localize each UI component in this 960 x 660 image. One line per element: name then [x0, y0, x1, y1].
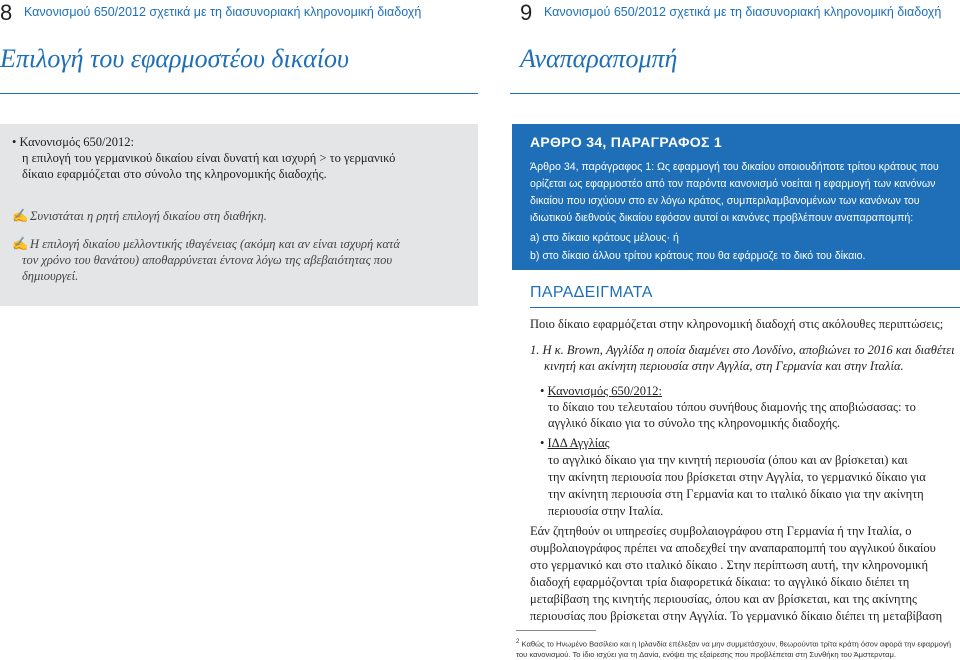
bullet-regulation [540, 383, 662, 400]
paragraph-line: Εάν ζητηθούν οι υπηρεσίες συμβολαιογράφου στη Γερμανία ή την Ιταλία, ο [530, 524, 912, 538]
examples-heading: ΠΑΡΑΔΕΙΓΜΑΤΑ [530, 284, 653, 301]
paragraph-line: συμβολαιογράφος πρέπει να αποδεχθεί την αναπαραπομπή του αγγλικού δικαίου [530, 541, 936, 555]
examples-question: Ποιο δίκαιο εφαρμόζεται στην κληρονομική διαδοχή στις ακόλουθες περιπτώσεις; [530, 317, 944, 331]
bullet-dot: • [540, 384, 548, 398]
bullet-line: το αγγλικό δίκαιο για την κινητή περιουσία (όπου και αν βρίσκεται) και [548, 453, 908, 467]
footnote-divider [516, 630, 596, 631]
bullet-line: το δίκαιο του τελευταίου τόπου συνήθους διαμονής της αποβιώσασας: το [548, 400, 916, 414]
case-text: κινητή και ακίνητη περιουσία στην Αγγλία, στη Γερμανία και στην Ιταλία. [544, 359, 904, 373]
case-text: 1. Η κ. Brown, Αγγλίδα η οποία διαμένει στο Λονδίνο, αποβιώνει το 2016 και διαθέτει [530, 343, 955, 357]
paragraph-line: διαδοχή εφαρμόζονται τρία διαφορετικά δίκαια: το αγγλικό δίκαιο διέπει τη [530, 575, 910, 589]
article-title: ΑΡΘΡΟ 34, ΠΑΡΑΓΡΑΦΟΣ 1 [530, 134, 722, 150]
bullet-line: περιουσία στην Ιταλία. [548, 504, 664, 518]
pencil-icon: ✍ [12, 208, 29, 223]
examples-divider [530, 307, 960, 308]
page-number: 9 [520, 0, 533, 25]
running-header: Κανονισμού 650/2012 σχετικά με τη διασυνοριακή κληρονομική διαδοχή [24, 5, 422, 19]
paragraph-line: στο γερμανικό και στο ιταλικό δίκαιο . Στην περίπτωση αυτή, την κληρονομική [530, 558, 929, 572]
page-number: 8 [0, 0, 13, 25]
paragraph-line: περιουσίας που βρίσκεται στην Αγγλία. Το γερμανικό δίκαιο διέπει τη μεταβίβαση [530, 609, 943, 623]
footnote: $^2$ Καθώς το Ηνωμένο Βασίλειο και η Ιρλανδία επέλεξαν να μην συμμετάσχουν, θεωρούνται τρίτα κράτη όσον αφορά την εφαρμογή του κανονισμού. Το ίδιο ισχύει για τη Δανία, ενόψει της εξαίρεσης που προβλέπεται στη Συνθήκη του Άμστερνταμ. [516, 639, 952, 659]
bullet-pil [540, 435, 610, 452]
bullet-title: Κανονισμός 650/2012: [547, 384, 663, 398]
note-line: τον χρόνο του θανάτου) αποθαρρύνεται έντονα λόγω της αβεβαιότητας που [22, 253, 393, 267]
bullet-line: δίκαιο εφαρμόζεται στο σύνολο της κληρονομικής διαδοχής. [22, 167, 327, 181]
bullet-regulation [12, 134, 134, 150]
bullet-title: ΙΔΔ Αγγλίας [547, 436, 610, 450]
bullet-line: αγγλικό δίκαιο για το σύνολο της κληρονομικής διαδοχής. [548, 416, 841, 430]
footnote-mark: 2 [516, 639, 520, 645]
bullet-title: Κανονισμός 650/2012: [19, 135, 135, 149]
bullet-line: η επιλογή του γερμανικού δικαίου είναι δυνατή και ισχυρή > το γερμανικό [22, 151, 396, 165]
bullet-line: την ακίνητη περιουσία στη Γερμανία και το ιταλικό δίκαιο για την ακίνητη [548, 487, 924, 501]
title-divider [0, 93, 478, 94]
page-title: Επιλογή του εφαρμοστέου δικαίου [0, 44, 349, 73]
bullet-dot: • [12, 135, 20, 149]
paragraph-line: μεταβίβαση της κινητής περιουσίας, όπου και αν βρίσκεται, και της ακίνητης [530, 592, 918, 606]
note-warning [12, 236, 400, 252]
note-line: δημιουργεί. [22, 269, 79, 283]
note-text: Η επιλογή δικαίου μελλοντικής ιθαγένειας (ακόμη και αν είναι ισχυρή κατά [30, 237, 400, 251]
article-text: Άρθρο 34, παράγραφος 1: Ως εφαρμογή του δικαίου οποιουδήποτε τρίτου κράτους που ορίζεται ως εφαρμοστέο από τον παρόντα κανονισμό νοείται η εφαρμογή των κανόνων δικαίου που ισχύουν στο εν λόγω κράτος, συμπεριλαμβανομένων των κανόνων του ιδιωτικού διεθνούς δικαίου εφόσον αυτοί οι κανόνες προβλέπουν αναπαραπομπή: [530, 161, 939, 224]
summary-box [0, 124, 478, 306]
bullet-line: την ακίνητη περιουσία που βρίσκεται στην Αγγλία, το γερμανικό δίκαιο για [548, 470, 926, 484]
note-text: Συνιστάται η ρητή επιλογή δικαίου στη διαθήκη. [30, 209, 267, 223]
page-title: Αναπαραπομπή [520, 44, 678, 73]
article-box [512, 124, 960, 270]
pencil-icon: ✍ [12, 236, 29, 251]
bullet-dot: • [540, 436, 548, 450]
note-recommendation [12, 208, 267, 224]
running-header: Κανονισμού 650/2012 σχετικά με τη διασυνοριακή κληρονομική διαδοχή [544, 5, 942, 19]
title-divider [510, 93, 960, 94]
article-item-b: b) στο δίκαιο άλλου τρίτου κράτους που θα εφάρμοζε το δικό του δίκαιο. [530, 250, 866, 262]
article-item-a: a) στο δίκαιο κράτους μέλους· ή [530, 232, 679, 244]
